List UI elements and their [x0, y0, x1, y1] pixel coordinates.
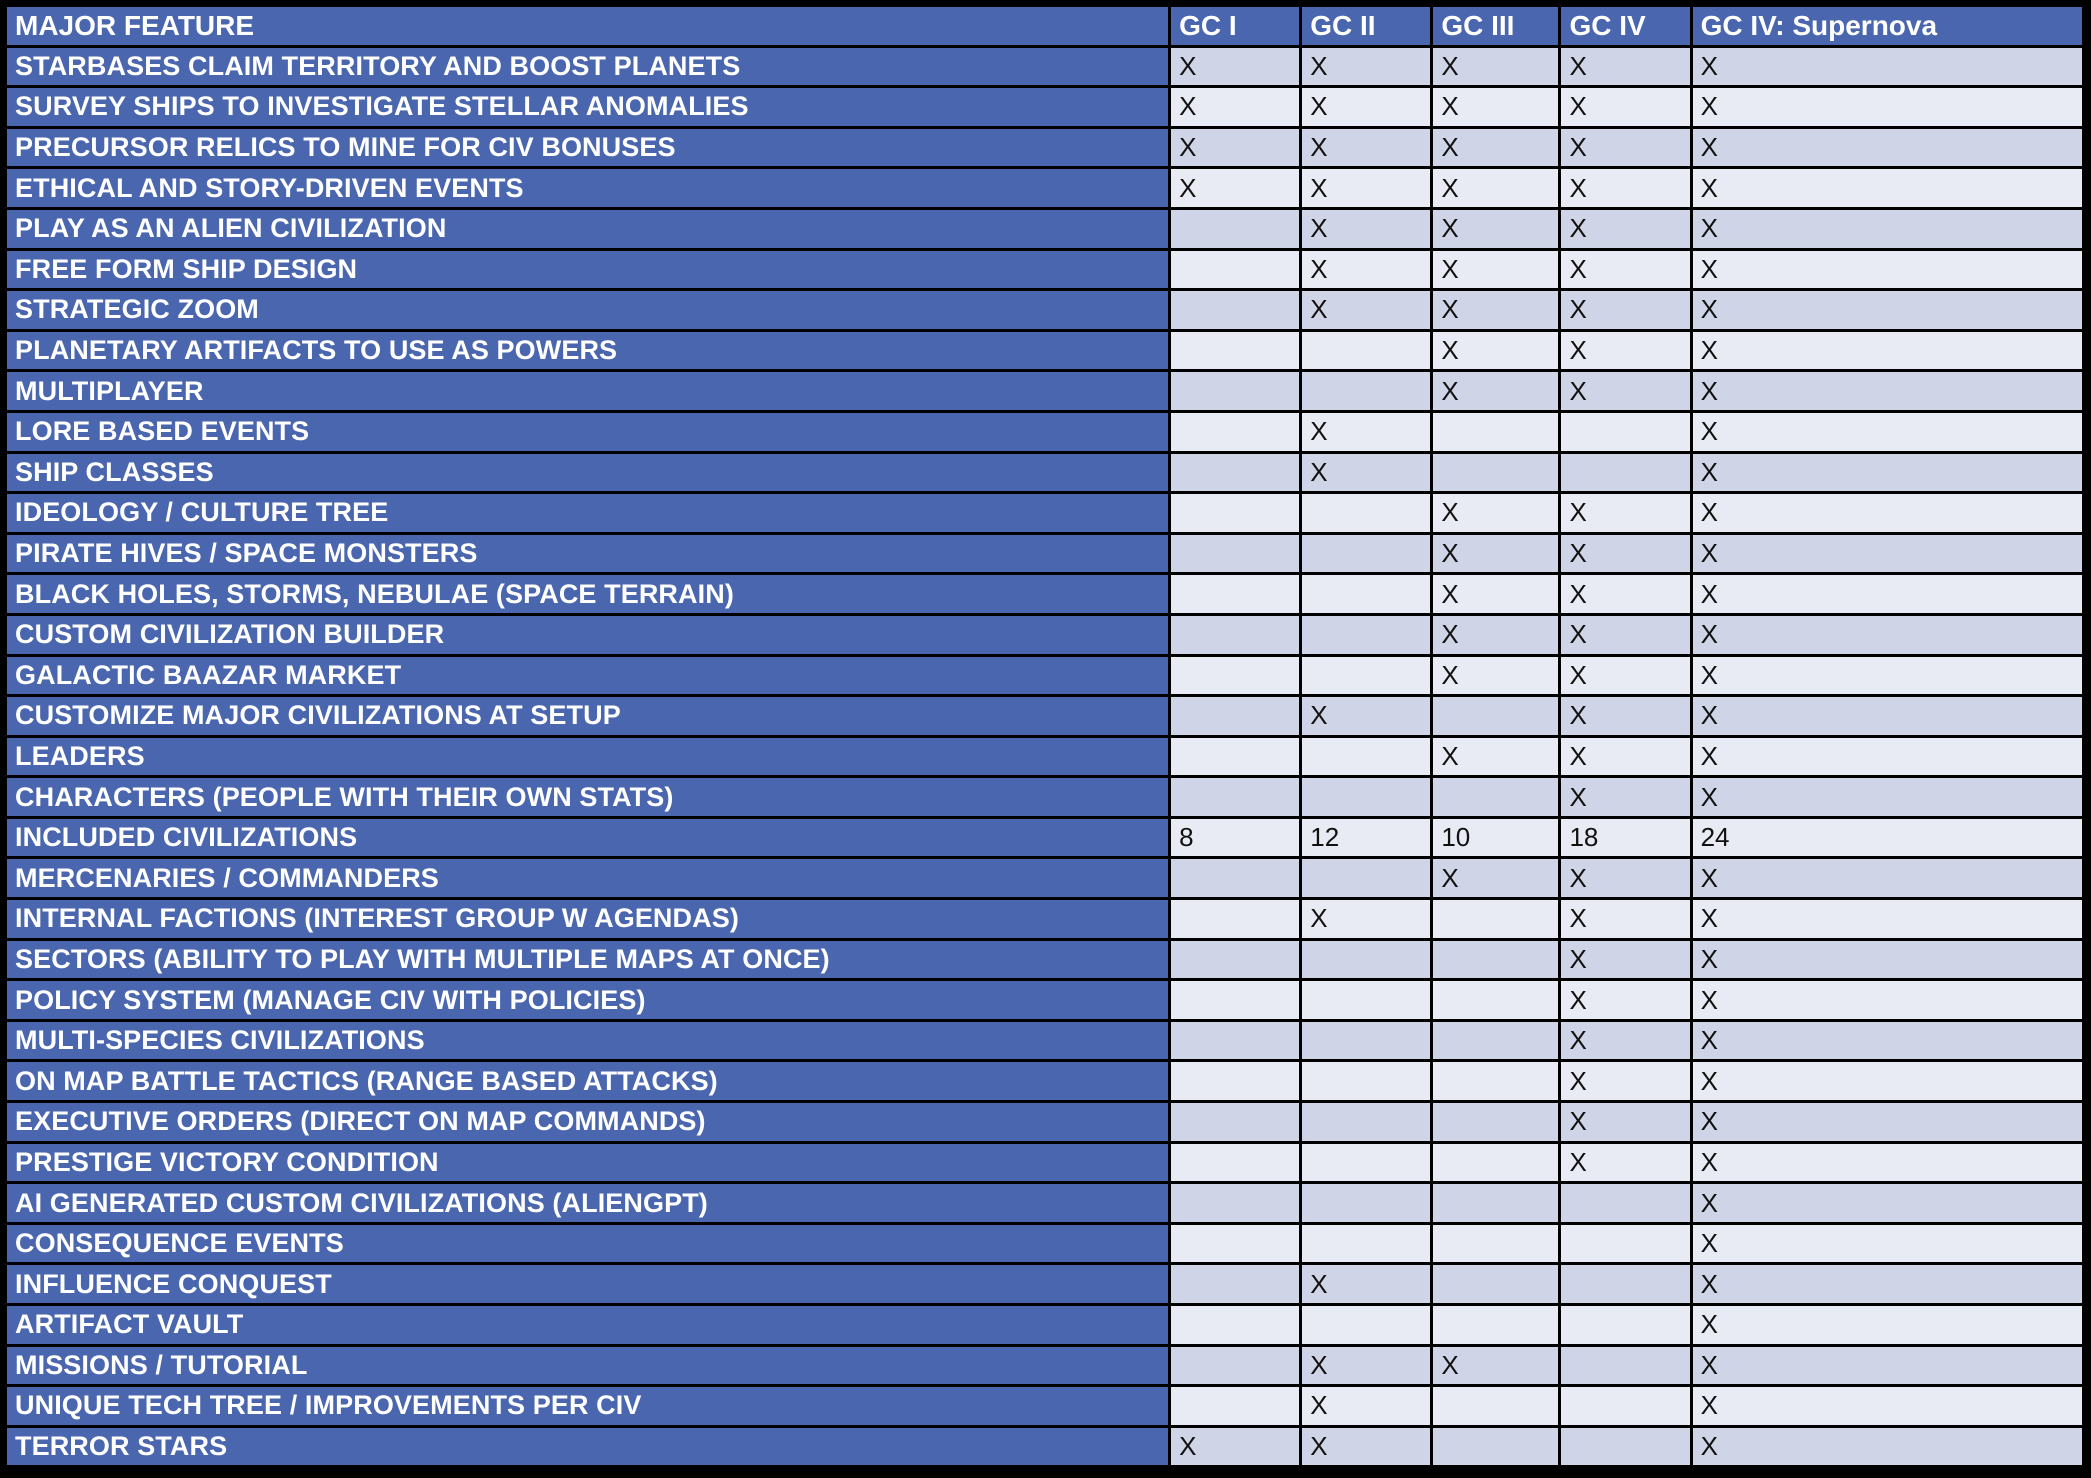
table-header-row [7, 7, 2082, 45]
value-cell: X [1433, 535, 1558, 573]
feature-name-cell: ETHICAL AND STORY-DRIVEN EVENTS [7, 169, 1168, 207]
value-cell [1433, 1428, 1558, 1466]
feature-name-cell: BLACK HOLES, STORMS, NEBULAE (SPACE TERRAIN) [7, 575, 1168, 613]
value-cell [1433, 981, 1558, 1019]
value-cell: X [1693, 291, 2082, 329]
value-cell [1171, 1184, 1299, 1222]
value-cell [1171, 1347, 1299, 1385]
value-cell [1171, 251, 1299, 289]
value-cell [1171, 372, 1299, 410]
feature-name-cell: INTERNAL FACTIONS (INTEREST GROUP W AGENDAS) [7, 900, 1168, 938]
value-cell: X [1693, 251, 2082, 289]
column-header-gc-4: GC IV [1561, 7, 1689, 45]
feature-name-cell: CUSTOMIZE MAJOR CIVILIZATIONS AT SETUP [7, 697, 1168, 735]
value-cell [1302, 1225, 1430, 1263]
value-cell [1302, 1184, 1430, 1222]
column-header-gc-4-supernova: GC IV: Supernova [1693, 7, 2082, 45]
value-cell [1561, 413, 1689, 451]
value-cell [1302, 535, 1430, 573]
table-row [7, 697, 2082, 735]
value-cell [1302, 941, 1430, 979]
value-cell: X [1561, 88, 1689, 126]
value-cell [1171, 981, 1299, 1019]
value-cell: X [1561, 981, 1689, 1019]
value-cell [1171, 778, 1299, 816]
value-cell: X [1302, 1347, 1430, 1385]
table-row [7, 900, 2082, 938]
feature-name-cell: IDEOLOGY / CULTURE TREE [7, 494, 1168, 532]
table-row [7, 819, 2082, 857]
value-cell: X [1561, 1144, 1689, 1182]
value-cell: X [1302, 697, 1430, 735]
table-row [7, 454, 2082, 492]
value-cell: 18 [1561, 819, 1689, 857]
value-cell [1171, 1022, 1299, 1060]
feature-name-cell: UNIQUE TECH TREE / IMPROVEMENTS PER CIV [7, 1387, 1168, 1425]
value-cell [1433, 1306, 1558, 1344]
value-cell: X [1433, 1347, 1558, 1385]
value-cell: X [1561, 332, 1689, 370]
table-row [7, 129, 2082, 167]
value-cell [1433, 697, 1558, 735]
value-cell [1433, 1062, 1558, 1100]
value-cell: X [1693, 88, 2082, 126]
value-cell: X [1693, 332, 2082, 370]
value-cell: X [1171, 169, 1299, 207]
table-row [7, 657, 2082, 695]
value-cell: X [1693, 48, 2082, 86]
table-row [7, 413, 2082, 451]
value-cell [1171, 575, 1299, 613]
feature-name-cell: AI GENERATED CUSTOM CIVILIZATIONS (ALIENGPT) [7, 1184, 1168, 1222]
value-cell [1171, 291, 1299, 329]
value-cell: X [1561, 291, 1689, 329]
value-cell: 10 [1433, 819, 1558, 857]
value-cell: X [1433, 48, 1558, 86]
value-cell [1561, 1184, 1689, 1222]
feature-name-cell: EXECUTIVE ORDERS (DIRECT ON MAP COMMANDS) [7, 1103, 1168, 1141]
value-cell [1433, 941, 1558, 979]
feature-name-cell: MERCENARIES / COMMANDERS [7, 859, 1168, 897]
feature-comparison-table [4, 4, 2085, 1468]
value-cell: X [1693, 1265, 2082, 1303]
column-header-major-feature: MAJOR FEATURE [7, 7, 1168, 45]
value-cell: X [1561, 941, 1689, 979]
feature-name-cell: PLANETARY ARTIFACTS TO USE AS POWERS [7, 332, 1168, 370]
value-cell [1302, 372, 1430, 410]
value-cell: X [1561, 210, 1689, 248]
value-cell: X [1561, 575, 1689, 613]
value-cell: X [1561, 616, 1689, 654]
feature-name-cell: FREE FORM SHIP DESIGN [7, 251, 1168, 289]
value-cell [1302, 657, 1430, 695]
value-cell: X [1561, 900, 1689, 938]
value-cell: X [1693, 738, 2082, 776]
value-cell: 12 [1302, 819, 1430, 857]
value-cell: X [1693, 129, 2082, 167]
column-header-gc-3: GC III [1433, 7, 1558, 45]
feature-name-cell: CUSTOM CIVILIZATION BUILDER [7, 616, 1168, 654]
value-cell: X [1433, 738, 1558, 776]
value-cell: X [1433, 494, 1558, 532]
value-cell [1171, 616, 1299, 654]
value-cell: X [1433, 291, 1558, 329]
value-cell: X [1302, 1428, 1430, 1466]
table-row [7, 1062, 2082, 1100]
value-cell: X [1561, 778, 1689, 816]
value-cell: X [1693, 454, 2082, 492]
table-row [7, 48, 2082, 86]
value-cell [1302, 981, 1430, 1019]
value-cell: X [1693, 1144, 2082, 1182]
value-cell [1171, 535, 1299, 573]
value-cell: X [1433, 129, 1558, 167]
value-cell: X [1561, 738, 1689, 776]
value-cell [1561, 1306, 1689, 1344]
feature-name-cell: CONSEQUENCE EVENTS [7, 1225, 1168, 1263]
value-cell: X [1693, 494, 2082, 532]
table-row [7, 1265, 2082, 1303]
value-cell: X [1561, 1103, 1689, 1141]
feature-name-cell: MULTIPLAYER [7, 372, 1168, 410]
feature-name-cell: ARTIFACT VAULT [7, 1306, 1168, 1344]
value-cell: X [1693, 1022, 2082, 1060]
value-cell: X [1561, 372, 1689, 410]
value-cell: X [1693, 900, 2082, 938]
value-cell [1171, 1225, 1299, 1263]
value-cell [1433, 778, 1558, 816]
table-row [7, 1347, 2082, 1385]
value-cell: X [1693, 1306, 2082, 1344]
value-cell: X [1693, 981, 2082, 1019]
value-cell: X [1302, 1265, 1430, 1303]
value-cell [1433, 413, 1558, 451]
table-row [7, 169, 2082, 207]
value-cell: X [1693, 1387, 2082, 1425]
feature-name-cell: PRECURSOR RELICS TO MINE FOR CIV BONUSES [7, 129, 1168, 167]
value-cell: X [1561, 535, 1689, 573]
value-cell: X [1302, 88, 1430, 126]
table-row [7, 1225, 2082, 1263]
value-cell: X [1561, 494, 1689, 532]
value-cell [1302, 738, 1430, 776]
value-cell: X [1693, 1347, 2082, 1385]
value-cell: X [1171, 129, 1299, 167]
table-row [7, 1184, 2082, 1222]
feature-name-cell: GALACTIC BAAZAR MARKET [7, 657, 1168, 695]
table-body [7, 48, 2082, 1466]
value-cell [1302, 1306, 1430, 1344]
value-cell: X [1433, 169, 1558, 207]
value-cell [1171, 738, 1299, 776]
value-cell [1302, 1103, 1430, 1141]
value-cell: X [1561, 697, 1689, 735]
value-cell [1433, 1387, 1558, 1425]
value-cell: X [1693, 372, 2082, 410]
value-cell [1171, 1103, 1299, 1141]
value-cell: X [1561, 1062, 1689, 1100]
table-row [7, 738, 2082, 776]
value-cell: X [1302, 900, 1430, 938]
value-cell: X [1693, 697, 2082, 735]
value-cell: X [1693, 210, 2082, 248]
value-cell: X [1302, 454, 1430, 492]
value-cell: X [1693, 778, 2082, 816]
table-row [7, 372, 2082, 410]
value-cell [1302, 332, 1430, 370]
feature-name-cell: MULTI-SPECIES CIVILIZATIONS [7, 1022, 1168, 1060]
table-row [7, 1103, 2082, 1141]
value-cell: X [1302, 251, 1430, 289]
table-row [7, 616, 2082, 654]
value-cell: X [1171, 1428, 1299, 1466]
value-cell [1433, 454, 1558, 492]
feature-name-cell: CHARACTERS (PEOPLE WITH THEIR OWN STATS) [7, 778, 1168, 816]
value-cell: X [1433, 859, 1558, 897]
value-cell: X [1302, 169, 1430, 207]
table-row [7, 494, 2082, 532]
value-cell: X [1171, 48, 1299, 86]
value-cell: X [1561, 251, 1689, 289]
value-cell: X [1693, 616, 2082, 654]
value-cell: X [1693, 1428, 2082, 1466]
value-cell: X [1302, 1387, 1430, 1425]
value-cell: X [1693, 859, 2082, 897]
value-cell [1171, 210, 1299, 248]
value-cell: X [1302, 48, 1430, 86]
table-row [7, 1306, 2082, 1344]
value-cell: 24 [1693, 819, 2082, 857]
value-cell: X [1433, 88, 1558, 126]
value-cell [1171, 1306, 1299, 1344]
value-cell [1433, 1265, 1558, 1303]
value-cell [1433, 1144, 1558, 1182]
value-cell [1302, 616, 1430, 654]
feature-name-cell: ON MAP BATTLE TACTICS (RANGE BASED ATTACKS) [7, 1062, 1168, 1100]
value-cell: X [1693, 413, 2082, 451]
feature-name-cell: PIRATE HIVES / SPACE MONSTERS [7, 535, 1168, 573]
value-cell [1171, 494, 1299, 532]
value-cell [1561, 454, 1689, 492]
value-cell: X [1561, 169, 1689, 207]
value-cell: X [1693, 1184, 2082, 1222]
feature-comparison-table-wrapper [4, 4, 2085, 1468]
table-row [7, 332, 2082, 370]
value-cell: X [1693, 1062, 2082, 1100]
value-cell [1433, 1022, 1558, 1060]
value-cell [1171, 1387, 1299, 1425]
feature-name-cell: MISSIONS / TUTORIAL [7, 1347, 1168, 1385]
table-row [7, 88, 2082, 126]
value-cell [1302, 575, 1430, 613]
value-cell: X [1693, 169, 2082, 207]
value-cell [1561, 1387, 1689, 1425]
value-cell [1171, 332, 1299, 370]
column-header-gc-2: GC II [1302, 7, 1430, 45]
table-row [7, 941, 2082, 979]
value-cell [1433, 1225, 1558, 1263]
value-cell [1171, 657, 1299, 695]
value-cell [1561, 1347, 1689, 1385]
value-cell: X [1561, 859, 1689, 897]
value-cell: X [1433, 332, 1558, 370]
table-row [7, 210, 2082, 248]
value-cell [1302, 494, 1430, 532]
value-cell: X [1302, 413, 1430, 451]
table-row [7, 535, 2082, 573]
value-cell [1171, 941, 1299, 979]
feature-name-cell: PLAY AS AN ALIEN CIVILIZATION [7, 210, 1168, 248]
feature-name-cell: INFLUENCE CONQUEST [7, 1265, 1168, 1303]
value-cell: X [1561, 657, 1689, 695]
value-cell: X [1171, 88, 1299, 126]
table-row [7, 1428, 2082, 1466]
feature-name-cell: SHIP CLASSES [7, 454, 1168, 492]
value-cell: X [1561, 129, 1689, 167]
value-cell: X [1693, 1225, 2082, 1263]
value-cell: X [1433, 251, 1558, 289]
value-cell [1171, 1144, 1299, 1182]
value-cell [1171, 454, 1299, 492]
value-cell: X [1433, 575, 1558, 613]
value-cell: X [1433, 210, 1558, 248]
value-cell [1171, 413, 1299, 451]
feature-name-cell: STRATEGIC ZOOM [7, 291, 1168, 329]
value-cell: X [1433, 657, 1558, 695]
feature-name-cell: STARBASES CLAIM TERRITORY AND BOOST PLANETS [7, 48, 1168, 86]
value-cell [1561, 1428, 1689, 1466]
value-cell [1171, 1062, 1299, 1100]
table-row [7, 1022, 2082, 1060]
value-cell [1171, 697, 1299, 735]
value-cell: X [1302, 129, 1430, 167]
table-row [7, 291, 2082, 329]
value-cell: X [1561, 1022, 1689, 1060]
value-cell: X [1693, 535, 2082, 573]
value-cell [1302, 1022, 1430, 1060]
table-row [7, 1387, 2082, 1425]
table-row [7, 778, 2082, 816]
value-cell [1171, 900, 1299, 938]
value-cell: X [1693, 657, 2082, 695]
value-cell: X [1693, 941, 2082, 979]
value-cell: X [1693, 1103, 2082, 1141]
feature-name-cell: SURVEY SHIPS TO INVESTIGATE STELLAR ANOMALIES [7, 88, 1168, 126]
feature-name-cell: LORE BASED EVENTS [7, 413, 1168, 451]
value-cell [1302, 1144, 1430, 1182]
value-cell [1561, 1265, 1689, 1303]
value-cell [1561, 1225, 1689, 1263]
feature-name-cell: PRESTIGE VICTORY CONDITION [7, 1144, 1168, 1182]
value-cell: X [1302, 291, 1430, 329]
value-cell: X [1693, 575, 2082, 613]
value-cell: X [1433, 616, 1558, 654]
value-cell [1433, 900, 1558, 938]
table-row [7, 575, 2082, 613]
value-cell [1433, 1103, 1558, 1141]
value-cell [1171, 859, 1299, 897]
feature-name-cell: POLICY SYSTEM (MANAGE CIV WITH POLICIES) [7, 981, 1168, 1019]
value-cell [1302, 859, 1430, 897]
feature-name-cell: SECTORS (ABILITY TO PLAY WITH MULTIPLE MAPS AT ONCE) [7, 941, 1168, 979]
value-cell [1302, 778, 1430, 816]
value-cell [1302, 1062, 1430, 1100]
feature-name-cell: INCLUDED CIVILIZATIONS [7, 819, 1168, 857]
value-cell: X [1302, 210, 1430, 248]
value-cell: X [1433, 372, 1558, 410]
value-cell: X [1561, 48, 1689, 86]
value-cell: 8 [1171, 819, 1299, 857]
feature-name-cell: TERROR STARS [7, 1428, 1168, 1466]
column-header-gc-1: GC I [1171, 7, 1299, 45]
table-row [7, 981, 2082, 1019]
table-row [7, 859, 2082, 897]
feature-name-cell: LEADERS [7, 738, 1168, 776]
value-cell [1171, 1265, 1299, 1303]
table-row [7, 251, 2082, 289]
value-cell [1433, 1184, 1558, 1222]
table-row [7, 1144, 2082, 1182]
